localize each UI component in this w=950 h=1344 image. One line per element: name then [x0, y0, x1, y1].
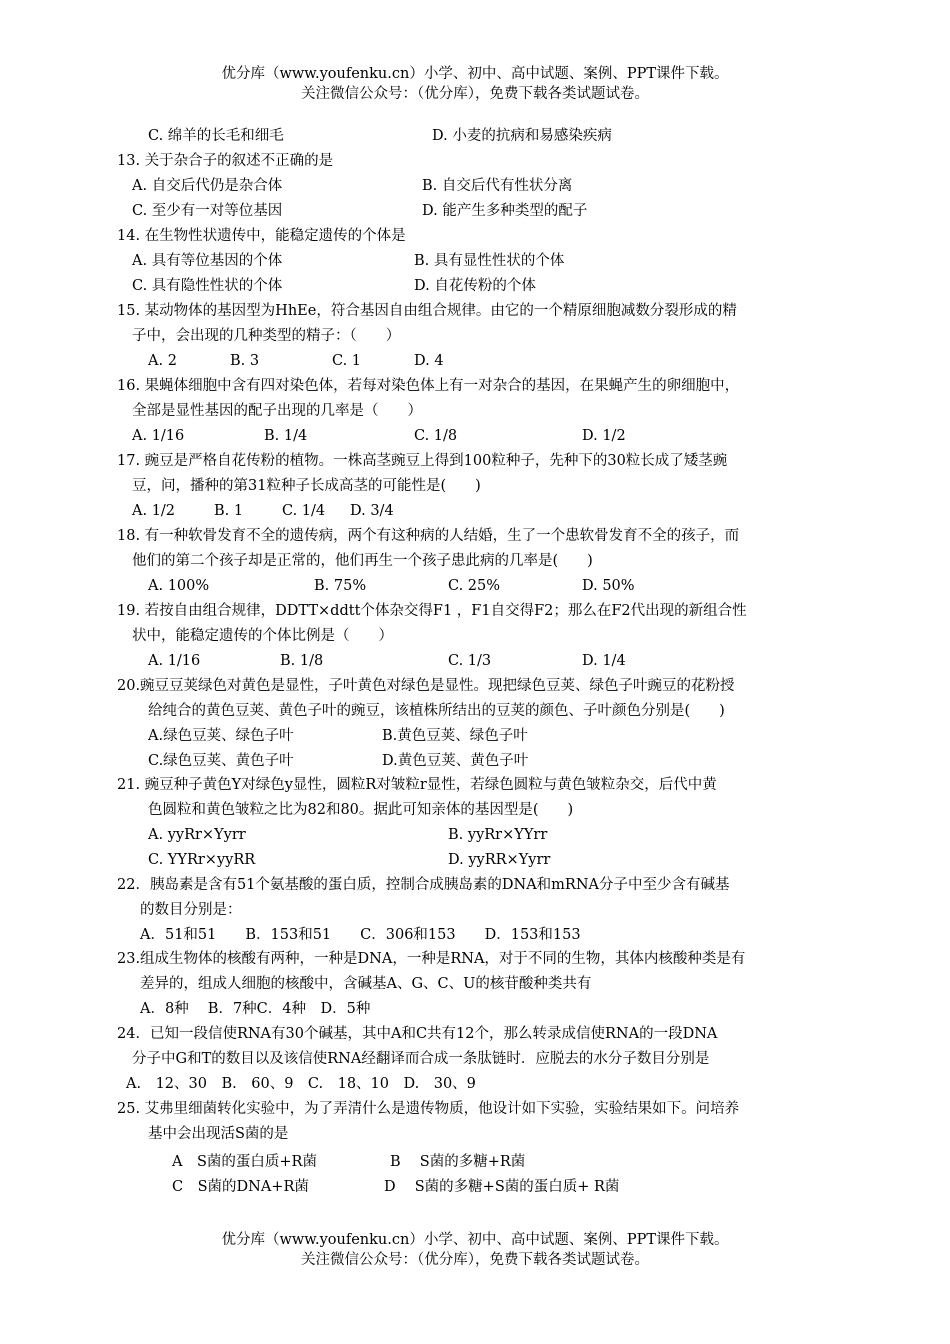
q19-option-d: D. 1/4 [582, 653, 626, 669]
q16-stem-line-2: 全部是显性基因的配子出现的几率是（ ） [132, 403, 422, 419]
q15-option-d: D. 4 [414, 353, 444, 369]
q17-option-b: B. 1 [214, 503, 244, 519]
q16-option-c: C. 1/8 [414, 428, 458, 444]
q22-options: A．51和51 B．153和51 C．306和153 D．153和153 [140, 927, 581, 943]
q25-option-d: D S菌的多糖+S菌的蛋白质+ R菌 [384, 1179, 620, 1195]
q17-option-d: D. 3/4 [350, 503, 394, 519]
footer-line-2: 关注微信公众号：（优分库），免费下载各类试题试卷。 [301, 1252, 649, 1268]
q15-option-a: A. 2 [148, 353, 177, 369]
q13-stem: 13. 关于杂合子的叙述不正确的是 [117, 153, 334, 169]
q15-option-c: C. 1 [332, 353, 362, 369]
q19-stem-line-1: 19. 若按自由组合规律，DDTT×ddtt个体杂交得F1 ，F1自交得F2；那么在F2代出现的新组合性 [117, 603, 747, 619]
q21-stem-line-1: 21. 豌豆种子黄色Y对绿色y显性，圆粒R对皱粒r显性，若绿色圆粒与黄色皱粒杂交，后代中黄 [117, 777, 717, 793]
q16-stem-line-1: 16. 果蝇体细胞中含有四对染色体，若每对染色体上有一对杂合的基因，在果蝇产生的卵细胞中， [117, 378, 740, 394]
q14-option-c: C. 具有隐性性状的个体 [132, 278, 283, 294]
q20-option-a: A.绿色豆荚、绿色子叶 [148, 728, 294, 744]
q19-stem-line-2: 状中，能稳定遗传的个体比例是（ ） [132, 628, 393, 644]
q14-option-b: B. 具有显性性状的个体 [414, 253, 565, 269]
q18-option-a: A. 100% [148, 578, 210, 594]
q18-option-d: D. 50% [582, 578, 635, 594]
q25-stem-line-2: 基中会出现活S菌的是 [148, 1126, 289, 1142]
q21-option-a: A. yyRr×Yyrr [148, 827, 246, 843]
q12-option-c: C. 绵羊的长毛和细毛 [148, 128, 284, 144]
q15-option-b: B. 3 [230, 353, 260, 369]
q13-option-b: B. 自交后代有性状分离 [422, 178, 573, 194]
q13-option-a: A. 自交后代仍是杂合体 [132, 178, 283, 194]
q16-option-b: B. 1/4 [264, 428, 308, 444]
q24-options: A. 12、30 B. 60、9 C. 18、10 D. 30、9 [126, 1076, 476, 1092]
q23-options: A．8种 B．7种C．4种 D．5种 [140, 1001, 371, 1017]
q16-option-d: D. 1/2 [582, 428, 626, 444]
q16-option-a: A. 1/16 [132, 428, 185, 444]
header-line-1: 优分库（www.youfenku.cn）小学、初中、高中试题、案例、PPT课件下载。 [221, 66, 729, 82]
q14-option-a: A. 具有等位基因的个体 [132, 253, 283, 269]
q17-option-c: C. 1/4 [282, 503, 326, 519]
q23-stem-line-1: 23.组成生物体的核酸有两种，一种是DNA，一种是RNA，对于不同的生物，其体内核酸种类是有 [117, 951, 746, 967]
q20-option-b: B.黄色豆荚、绿色子叶 [382, 728, 528, 744]
q19-option-b: B. 1/8 [280, 653, 324, 669]
q18-option-b: B. 75% [314, 578, 367, 594]
q20-option-d: D.黄色豆荚、黄色子叶 [382, 753, 529, 769]
q21-option-c: C. YYRr×yyRR [148, 852, 256, 868]
q18-option-c: C. 25% [448, 578, 501, 594]
q18-stem-line-1: 18. 有一种软骨发育不全的遗传病，两个有这种病的人结婚，生了一个患软骨发育不全的孩子，而 [117, 528, 740, 544]
q19-option-a: A. 1/16 [148, 653, 201, 669]
q13-option-d: D. 能产生多种类型的配子 [422, 203, 588, 219]
q24-stem-line-1: 24．已知一段信使RNA有30个碱基，其中A和C共有12个，那么转录成信使RNA的一段DNA [117, 1026, 718, 1042]
q24-stem-line-2: 分子中G和T的数目以及该信使RNA经翻译而合成一条肽链时．应脱去的水分子数目分别是 [132, 1051, 710, 1067]
q21-option-b: B. yyRr×YYrr [448, 827, 548, 843]
q21-stem-line-2: 色圆粒和黄色皱粒之比为82和80。据此可知亲体的基因型是( ) [148, 802, 574, 818]
q13-option-c: C. 至少有一对等位基因 [132, 203, 283, 219]
q12-option-d: D. 小麦的抗病和易感染疾病 [432, 128, 612, 144]
q18-stem-line-2: 他们的第二个孩子却是正常的，他们再生一个孩子患此病的几率是( ) [132, 553, 593, 569]
q25-option-a: A S菌的蛋白质+R菌 [172, 1154, 317, 1170]
q21-option-d: D. yyRR×Yyrr [448, 852, 551, 868]
q20-stem-line-2: 给纯合的黄色豆荚、黄色子叶的豌豆，该植株所结出的豆荚的颜色、子叶颜色分别是( ) [148, 703, 725, 719]
q25-option-b: B S菌的多糖+R菌 [390, 1154, 526, 1170]
q15-stem-line-1: 15. 某动物体的基因型为HhEe，符合基因自由组合规律。由它的一个精原细胞减数分裂形成的精 [117, 303, 737, 319]
q17-stem-line-1: 17. 豌豆是严格自花传粉的植物。一株高茎豌豆上得到100粒种子，先种下的30粒长成了矮茎豌 [117, 453, 728, 469]
q25-stem-line-1: 25. 艾弗里细菌转化实验中，为了弄清什么是遗传物质，他设计如下实验，实验结果如下。问培养 [117, 1101, 740, 1117]
q22-stem-line-1: 22．胰岛素是含有51个氨基酸的蛋白质，控制合成胰岛素的DNA和mRNA分子中至少含有碱基 [117, 877, 730, 893]
q23-stem-line-2: 差异的，组成人细胞的核酸中，含碱基A、G、C、U的核苷酸种类共有 [140, 976, 592, 992]
q19-option-c: C. 1/3 [448, 653, 492, 669]
q14-stem: 14. 在生物性状遗传中，能稳定遗传的个体是 [117, 228, 406, 244]
q20-option-c: C.绿色豆荚、黄色子叶 [148, 753, 294, 769]
q22-stem-line-2: 的数目分别是： [140, 902, 242, 918]
header-line-2: 关注微信公众号：（优分库），免费下载各类试题试卷。 [301, 86, 649, 102]
q17-option-a: A. 1/2 [132, 503, 176, 519]
q15-stem-line-2: 子中，会出现的几种类型的精子：（ ） [132, 328, 401, 344]
q25-option-c: C S菌的DNA+R菌 [172, 1179, 309, 1195]
q14-option-d: D. 自花传粉的个体 [414, 278, 536, 294]
footer-line-1: 优分库（www.youfenku.cn）小学、初中、高中试题、案例、PPT课件下载。 [221, 1232, 729, 1248]
q20-stem-line-1: 20.豌豆豆荚绿色对黄色是显性，子叶黄色对绿色是显性。现把绿色豆荚、绿色子叶豌豆的花粉授 [117, 678, 735, 694]
q17-stem-line-2: 豆，问，播种的第31粒种子长成高茎的可能性是( ) [132, 478, 481, 494]
